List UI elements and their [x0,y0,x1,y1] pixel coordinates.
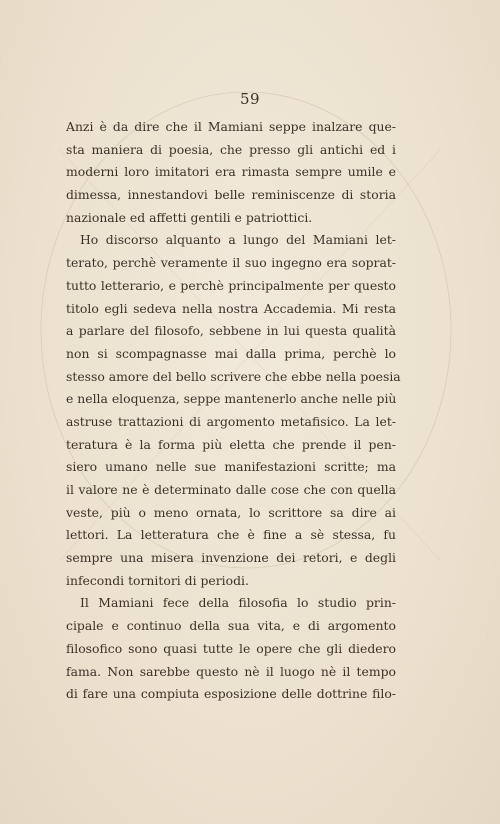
text-line: veste, più o meno ornata, lo scrittore sa dire ai [66,504,396,520]
text-line: moderni loro imitatori era rimasta sempre umile e [66,164,396,180]
text-line: nazionale ed affetti gentili e patriottici. [66,209,313,225]
text-line: titolo egli sedeva nella nostra Accademia. Mi resta [66,300,396,316]
text-line: di fare una compiuta esposizione delle dottrine filo- [66,686,396,702]
text-line: astruse trattazioni di argomento metafisico. La let- [66,413,396,429]
text-line: terato, perchè veramente il suo ingegno era soprat- [66,255,396,271]
text-line: infecondi tornitori di periodi. [66,572,249,588]
text-line: il valore ne è determinato dalle cose che con quella [66,482,396,497]
text-line: tutto letterario, e perchè principalmente per questo [66,277,396,293]
body-text [66,116,401,706]
text-line: filosofico sono quasi tutte le opere che gli diedero [66,640,396,656]
text-line: cipale e continuo della sua vita, e di argomento [66,618,396,634]
text-line: non si scompagnasse mai dalla prima, perchè lo [66,345,396,361]
page-number: 59 [239,90,261,108]
text-line: teratura è la forma più eletta che prende il pen- [66,436,396,452]
text-line: fama. Non sarebbe questo nè il luogo nè il tempo [66,663,396,679]
text-line: siero umano nelle sue manifestazioni scritte; ma [66,459,396,475]
text-line: stesso amore del bello scrivere che ebbe nella poesia [66,368,401,384]
text-line: Anzi è da dire che il Mamiani seppe inalzare que- [66,119,396,134]
text-line: lettori. La letteratura che è fine a sè stessa, fu [66,527,396,543]
text-line: sta maniera di poesia, che presso gli antichi ed i [66,141,396,157]
text-line: a parlare del filosofo, sebbene in lui questa qualità [66,323,396,339]
text-line: e nella eloquenza, seppe mantenerlo anche nelle più [66,391,397,407]
text-line: Ho discorso alquanto a lungo del Mamiani let- [80,232,396,248]
text-line: sempre una misera invenzione dei retori, e degli [66,550,396,566]
text-line: dimessa, innestandovi belle reminiscenze di storia [66,187,396,203]
text-line: Il Mamiani fece della filosofia lo studio prin- [80,595,396,611]
